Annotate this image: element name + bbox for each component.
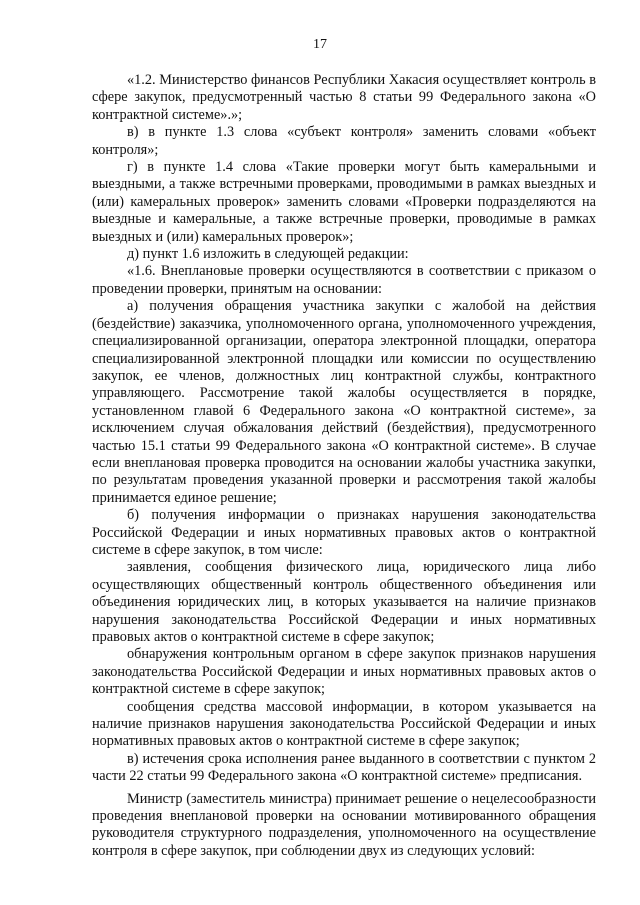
paragraph-minister-decision: Министр (заместитель министра) принимает решение о нецелесообразности проведения внеплановой проверки на основании мотивированного обращения руководителя структурного подразделения, уполномоченного на осуществление контроля в сфере закупок, при соблюдении двух из следующих условий:	[92, 790, 596, 859]
paragraph-subitem-b: б) получения информации о признаках нарушения законодательства Российской Федерации и иных нормативных правовых актов о контрактной системе в сфере закупок, в том числе:	[92, 507, 596, 558]
paragraph-item-d-1-6: д) пункт 1.6 изложить в следующей редакции:	[127, 246, 409, 263]
paragraph-item-g-1-4: г) в пункте 1.4 слова «Такие проверки могут быть камеральными и выездными, а также встречными проверками, проводимыми в рамках выездных и (или) камеральных проверок» заменить словами «Проверки подразделяются на выездные и камеральные, а также встречные проверки, проводимые в рамках выездных и (или) камеральных проверок»;	[92, 159, 596, 245]
document-body	[92, 72, 596, 860]
paragraph-media-reports: сообщения средства массовой информации, в котором указывается на наличие признаков нарушения законодательства Российской Федерации и иных нормативных правовых актов о контрактной системе в сфере закупок;	[92, 698, 596, 750]
paragraph-ministry-control: «1.2. Министерство финансов Республики Хакасия осуществляет контроль в сфере закупок, предусмотренный частью 8 статьи 99 Федерального закона «О контрактной системе».»;	[92, 72, 596, 123]
page-number: 17	[313, 37, 327, 52]
paragraph-1-6-intro: «1.6. Внеплановые проверки осуществляются в соответствии с приказом о проведении проверки, принятым на основании:	[92, 263, 596, 297]
paragraph-item-v-1-3: в) в пункте 1.3 слова «субъект контроля» заменить словами «объект контроля»;	[92, 124, 596, 158]
paragraph-subitem-v: в) истечения срока исполнения ранее выданного в соответствии с пунктом 2 части 22 статьи 99 Федерального закона «О контрактной системе» предписания.	[92, 750, 596, 785]
paragraph-subitem-a: а) получения обращения участника закупки с жалобой на действия (бездействие) заказчика, уполномоченного органа, уполномоченного учреждения, специализированной организации, оператора электронной площадки, оператора специализированной электронной площадки или комиссии по осуществлению закупок, ее членов, должностных лиц контрактной службы, контрактного управляющего. Рассмотрение такой жалобы осуществляется в порядке, установленном главой 6 Федерального закона «О контрактной системе», за исключением случая обжалования действий (бездействия), предусмотренного частью 15.1 статьи 99 Федерального закона «О контрактной системе». В случае если внеплановая проверка проводится на основании жалобы участника закупки, по результатам проведения указанной проверки и рассмотрения такой жалобы принимается единое решение;	[92, 298, 596, 506]
paragraph-statements: заявления, сообщения физического лица, юридического лица либо осуществляющих общественный контроль общественного объединения или объединения юридических лиц, в которых указывается на наличие признаков нарушения законодательства Российской Федерации и иных нормативных правовых актов о контрактной системе в сфере закупок;	[92, 559, 596, 645]
paragraph-detection: обнаружения контрольным органом в сфере закупок признаков нарушения законодательства Российской Федерации и иных нормативных правовых актов о контрактной системе в сфере закупок;	[92, 646, 596, 698]
